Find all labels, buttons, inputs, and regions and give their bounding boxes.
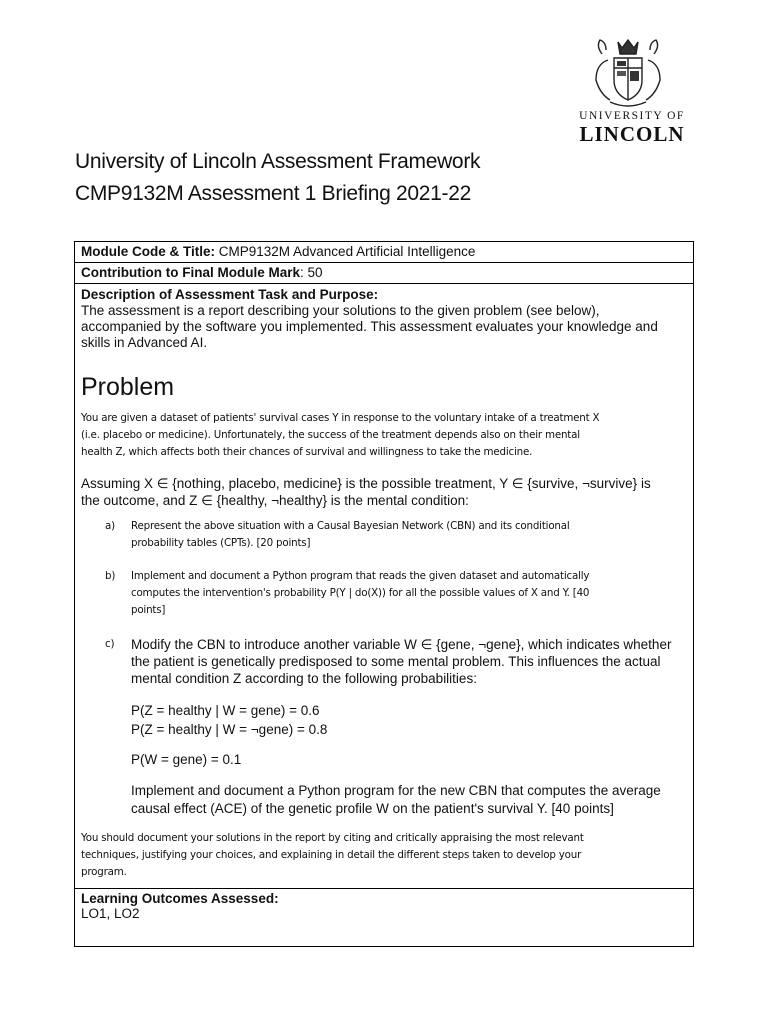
item-c-label: c) [105,638,115,650]
item-c-line1: Modify the CBN to introduce another variable W ∈ {gene, ¬gene}, which indicates whether [131,637,672,652]
item-b-line3: points] [131,604,166,616]
assessment-table [74,241,694,947]
module-row [75,242,693,263]
contribution-value: : 50 [299,265,323,280]
item-a-label: a) [105,520,115,532]
description-line3: skills in Advanced AI. [81,335,208,350]
description-label: Description of Assessment Task and Purpose: [81,287,379,302]
intro-line2: (i.e. placebo or medicine). Unfortunately, the success of the treatment depends also on their mental [81,429,580,441]
outcomes-row [75,889,693,946]
item-a-text [131,518,686,552]
page-title-line1: University of Lincoln Assessment Framework [75,150,481,173]
assume-line2: the outcome, and Z ∈ {healthy, ¬healthy} is the mental condition: [81,493,469,508]
closing-line2: techniques, justifying your choices, and explaining in detail the different steps taken to develop your [81,849,582,861]
module-label: Module Code & Title: [81,244,215,259]
description-line2: accompanied by the software you implemented. This assessment evaluates your knowledge and [81,319,658,334]
closing-line1: You should document your solutions in the report by citing and critically appraising the most relevant [81,832,584,844]
contribution-row [75,263,693,284]
item-b-label: b) [105,570,116,582]
description-line1: The assessment is a report describing your solutions to the given problem (see below), [81,303,600,318]
item-c-line2: the patient is genetically predisposed to some mental problem. This influences the actual [131,654,661,669]
university-crest-logo [588,34,668,108]
item-c-line3: mental condition Z according to the following probabilities: [131,671,477,686]
item-b-text [131,568,686,619]
equation-3: P(W = gene) = 0.1 [131,752,242,767]
outcomes-label: Learning Outcomes Assessed: [81,891,279,906]
closing-line3: program. [81,866,127,878]
contribution-label: Contribution to Final Module Mark [81,265,300,280]
problem-heading: Problem [81,373,175,401]
item-b-line1: Implement and document a Python program that reads the given dataset and automatically [131,570,590,582]
implement-line2: causal effect (ACE) of the genetic profile W on the patient's survival Y. [40 points] [131,801,614,816]
item-a-line2: probability tables (CPTs). [20 points] [131,537,311,549]
equation-2: P(Z = healthy | W = ¬gene) = 0.8 [131,722,328,737]
page-title-line2: CMP9132M Assessment 1 Briefing 2021-22 [75,182,471,205]
intro-line3: health Z, which affects both their chances of survival and willingness to take the medicine. [81,446,533,458]
logo-lincoln: LINCOLN [579,122,685,146]
logo-university-of: UNIVERSITY OF [579,110,685,122]
description-row [75,284,693,889]
module-value: CMP9132M Advanced Artificial Intelligence [215,244,476,259]
item-a-line1: Represent the above situation with a Causal Bayesian Network (CBN) and its conditional [131,520,570,532]
intro-line1: You are given a dataset of patients' survival cases Y in response to the voluntary intake of a treatment X [81,412,600,424]
implement-line1: Implement and document a Python program for the new CBN that computes the average [131,783,661,798]
outcomes-value: LO1, LO2 [81,906,140,921]
item-c-text [131,636,686,687]
equation-1: P(Z = healthy | W = gene) = 0.6 [131,703,320,718]
assume-line1: Assuming X ∈ {nothing, placebo, medicine} is the possible treatment, Y ∈ {survive, ¬survive} is [81,476,651,491]
item-b-line2: computes the intervention's probability P(Y | do(X)) for all the possible values of X and Y. [40 [131,587,590,599]
